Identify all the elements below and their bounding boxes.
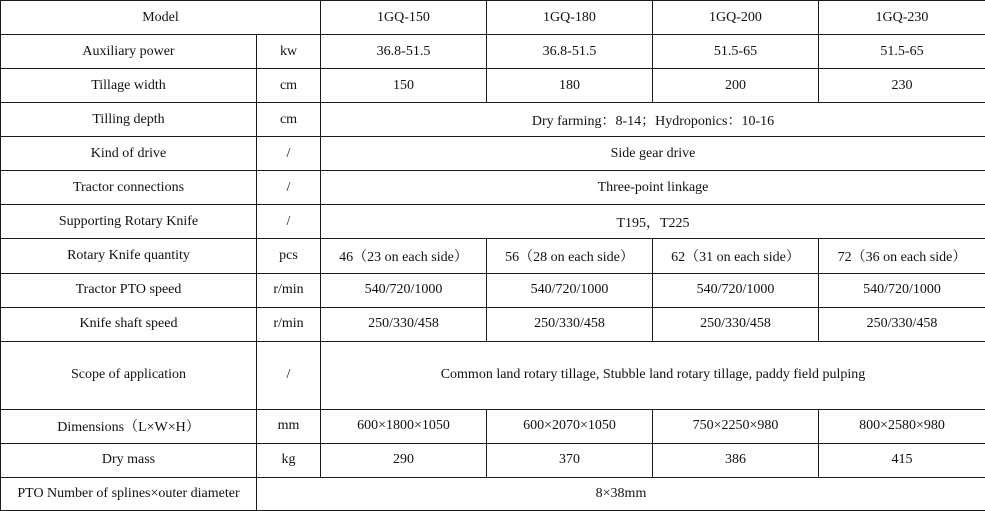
cell-value: 540/720/1000 xyxy=(487,273,653,307)
row-label: Auxiliary power xyxy=(1,35,257,69)
row-dry-mass xyxy=(1,443,985,477)
row-label: Tractor connections xyxy=(1,171,257,205)
row-label: Supporting Rotary Knife xyxy=(1,205,257,239)
row-label: Dry mass xyxy=(1,443,257,477)
row-tractor-connections xyxy=(1,171,985,205)
row-unit: kw xyxy=(257,35,321,69)
cell-value: 386 xyxy=(653,443,819,477)
cell-value-merged: Dry farming：8-14；Hydroponics：10-16 xyxy=(321,103,985,137)
cell-value: 415 xyxy=(819,443,985,477)
cell-value: 750×2250×980 xyxy=(653,409,819,443)
cell-value: 250/330/458 xyxy=(487,307,653,341)
row-label: PTO Number of splines×outer diameter xyxy=(1,477,257,510)
cell-value: 290 xyxy=(321,443,487,477)
cell-value-merged: Common land rotary tillage, Stubble land rotary tillage, paddy field pulping xyxy=(321,341,985,409)
cell-value: 540/720/1000 xyxy=(819,273,985,307)
row-label: Dimensions（L×W×H） xyxy=(1,409,257,443)
cell-value: 36.8-51.5 xyxy=(321,35,487,69)
cell-value: 250/330/458 xyxy=(819,307,985,341)
row-unit: mm xyxy=(257,409,321,443)
row-scope-of-application xyxy=(1,341,985,409)
row-knife-shaft-speed xyxy=(1,307,985,341)
row-kind-of-drive xyxy=(1,137,985,171)
row-supporting-rotary-knife xyxy=(1,205,985,239)
row-unit: cm xyxy=(257,103,321,137)
cell-value-merged: T195，T225 xyxy=(321,205,985,239)
row-model xyxy=(1,1,985,35)
row-rotary-knife-quantity xyxy=(1,239,985,273)
row-label: Knife shaft speed xyxy=(1,307,257,341)
row-unit: cm xyxy=(257,69,321,103)
row-label: Tilling depth xyxy=(1,103,257,137)
cell-value: 46（23 on each side） xyxy=(321,239,487,273)
row-unit: / xyxy=(257,137,321,171)
row-unit: / xyxy=(257,171,321,205)
row-unit: r/min xyxy=(257,307,321,341)
cell-value-merged: 8×38mm xyxy=(257,477,985,510)
cell-value: 36.8-51.5 xyxy=(487,35,653,69)
row-tractor-pto-speed xyxy=(1,273,985,307)
cell-value: 150 xyxy=(321,69,487,103)
row-tilling-depth xyxy=(1,103,985,137)
row-tillage-width xyxy=(1,69,985,103)
cell-value: 230 xyxy=(819,69,985,103)
row-dimensions xyxy=(1,409,985,443)
cell-value-merged: Side gear drive xyxy=(321,137,985,171)
row-unit: pcs xyxy=(257,239,321,273)
row-unit: r/min xyxy=(257,273,321,307)
cell-value: 72（36 on each side） xyxy=(819,239,985,273)
row-label: Tillage width xyxy=(1,69,257,103)
cell-value: 180 xyxy=(487,69,653,103)
cell-value: 540/720/1000 xyxy=(321,273,487,307)
cell-value: 250/330/458 xyxy=(321,307,487,341)
row-auxiliary-power xyxy=(1,35,985,69)
cell-value: 51.5-65 xyxy=(653,35,819,69)
row-label: Tractor PTO speed xyxy=(1,273,257,307)
model-1: 1GQ-150 xyxy=(321,1,487,35)
cell-value: 250/330/458 xyxy=(653,307,819,341)
cell-value: 62（31 on each side） xyxy=(653,239,819,273)
row-unit: kg xyxy=(257,443,321,477)
model-4: 1GQ-230 xyxy=(819,1,985,35)
cell-value: 800×2580×980 xyxy=(819,409,985,443)
cell-value: 600×1800×1050 xyxy=(321,409,487,443)
model-3: 1GQ-200 xyxy=(653,1,819,35)
row-label: Scope of application xyxy=(1,341,257,409)
model-2: 1GQ-180 xyxy=(487,1,653,35)
row-label: Kind of drive xyxy=(1,137,257,171)
row-pto-splines xyxy=(1,477,985,510)
row-label: Rotary Knife quantity xyxy=(1,239,257,273)
cell-value: 540/720/1000 xyxy=(653,273,819,307)
model-label: Model xyxy=(1,1,321,35)
row-unit: / xyxy=(257,341,321,409)
cell-value: 200 xyxy=(653,69,819,103)
cell-value: 56（28 on each side） xyxy=(487,239,653,273)
cell-value-merged: Three-point linkage xyxy=(321,171,985,205)
cell-value: 51.5-65 xyxy=(819,35,985,69)
row-unit: / xyxy=(257,205,321,239)
cell-value: 370 xyxy=(487,443,653,477)
cell-value: 600×2070×1050 xyxy=(487,409,653,443)
